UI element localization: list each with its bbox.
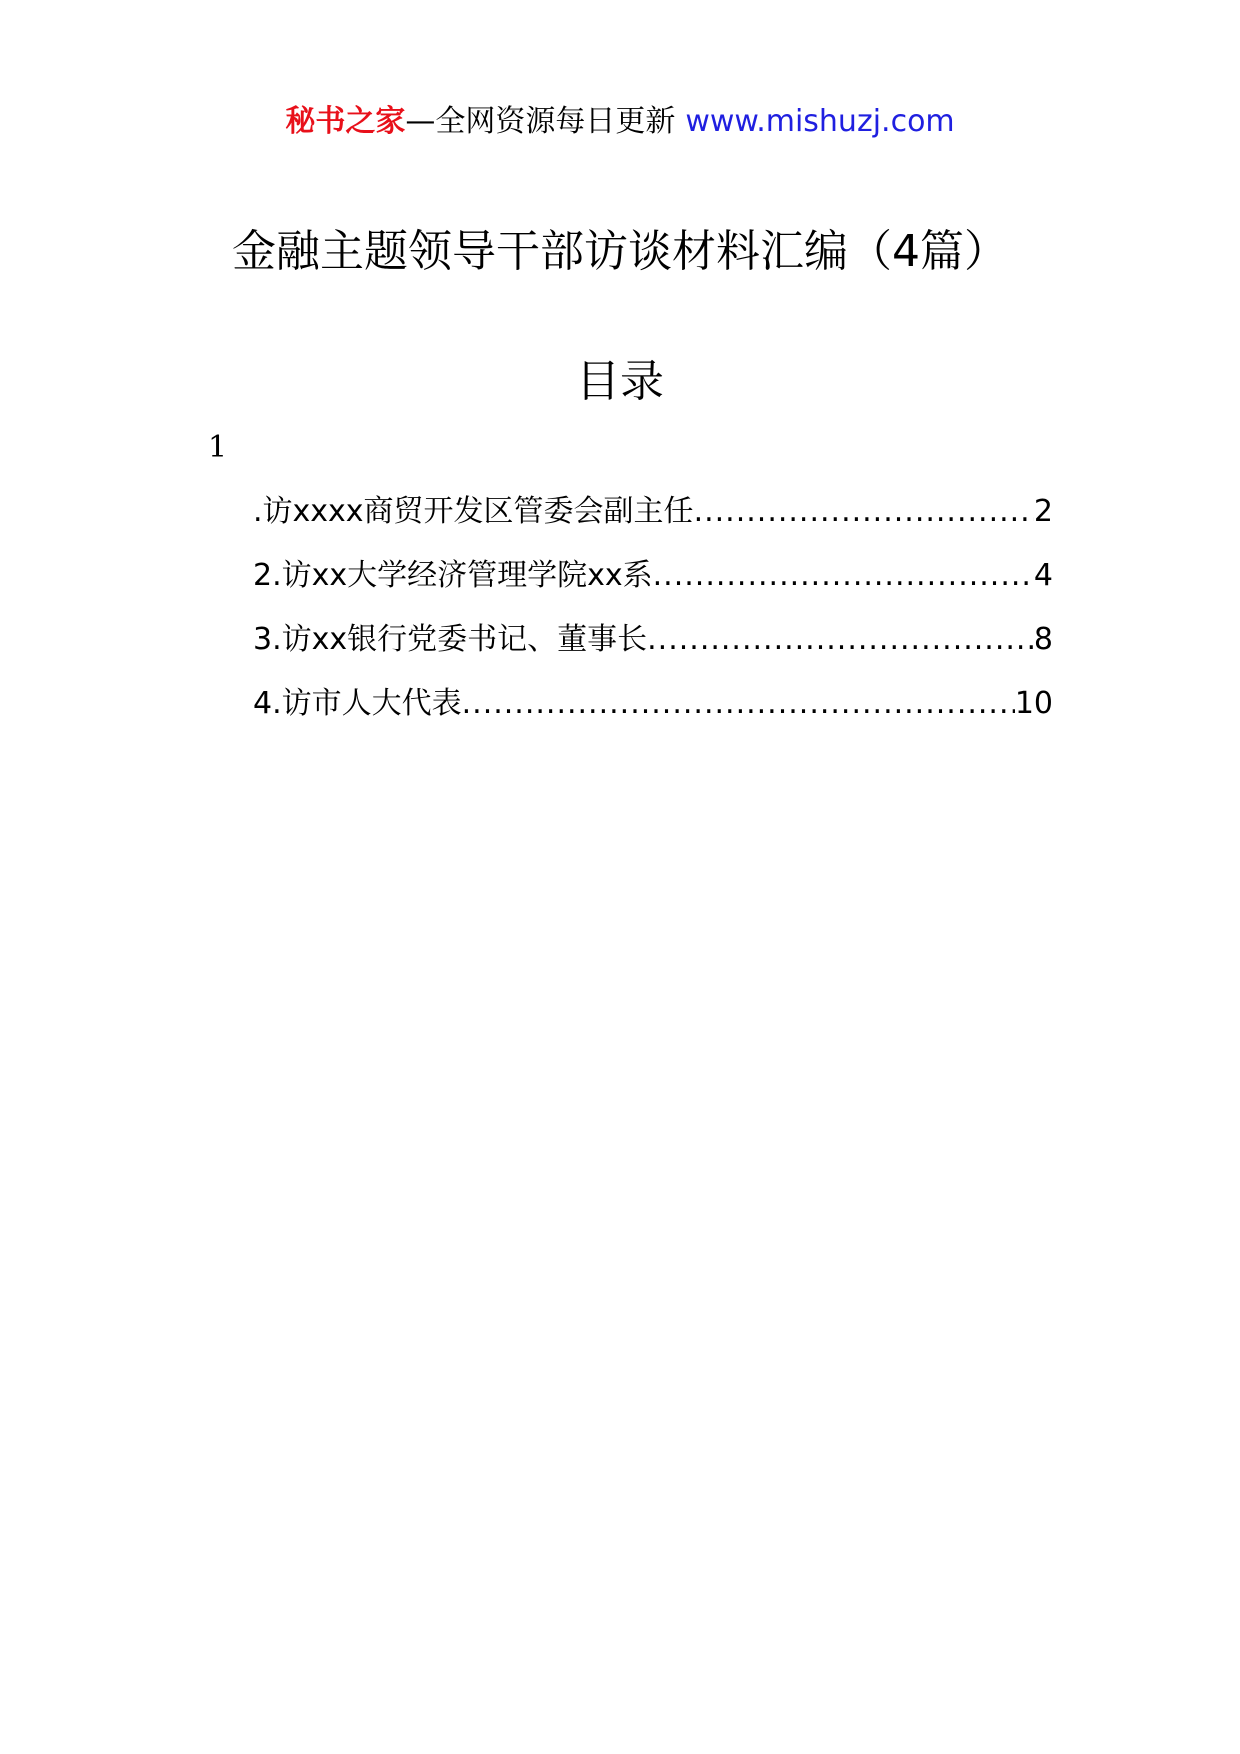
table-of-contents — [253, 490, 1053, 746]
toc-entry-title: 4.访市人大代表 — [253, 686, 462, 721]
dot-leader — [647, 618, 1034, 662]
toc-entry-title: 3.访xx银行党委书记、董事长 — [253, 622, 648, 657]
site-header — [0, 100, 1240, 144]
toc-entry-2[interactable] — [253, 554, 1053, 618]
toc-entry-title: .访xxxx商贸开发区管委会副主任 — [253, 494, 694, 529]
toc-page-number: 8 — [1033, 622, 1053, 657]
toc-entry-3[interactable] — [253, 618, 1053, 682]
list-number: 1 — [208, 430, 228, 465]
toc-page-number: 2 — [1033, 494, 1053, 529]
brand-name: 秘书之家 — [285, 104, 406, 139]
website-link[interactable]: www.mishuzj.com — [685, 104, 955, 139]
dot-leader — [694, 490, 1034, 534]
toc-page-number: 4 — [1033, 558, 1053, 593]
toc-entry-1[interactable] — [253, 490, 1053, 554]
header-tagline: —全网资源每日更新 — [405, 104, 676, 139]
document-title: 金融主题领导干部访谈材料汇编（4篇） — [232, 226, 1008, 277]
toc-heading: 目录 — [576, 356, 664, 407]
dot-leader — [653, 554, 1034, 598]
toc-page-number: 10 — [1014, 686, 1053, 721]
dot-leader — [462, 682, 1015, 726]
toc-entry-4[interactable] — [253, 682, 1053, 746]
toc-entry-title: 2.访xx大学经济管理学院xx系 — [253, 558, 653, 593]
